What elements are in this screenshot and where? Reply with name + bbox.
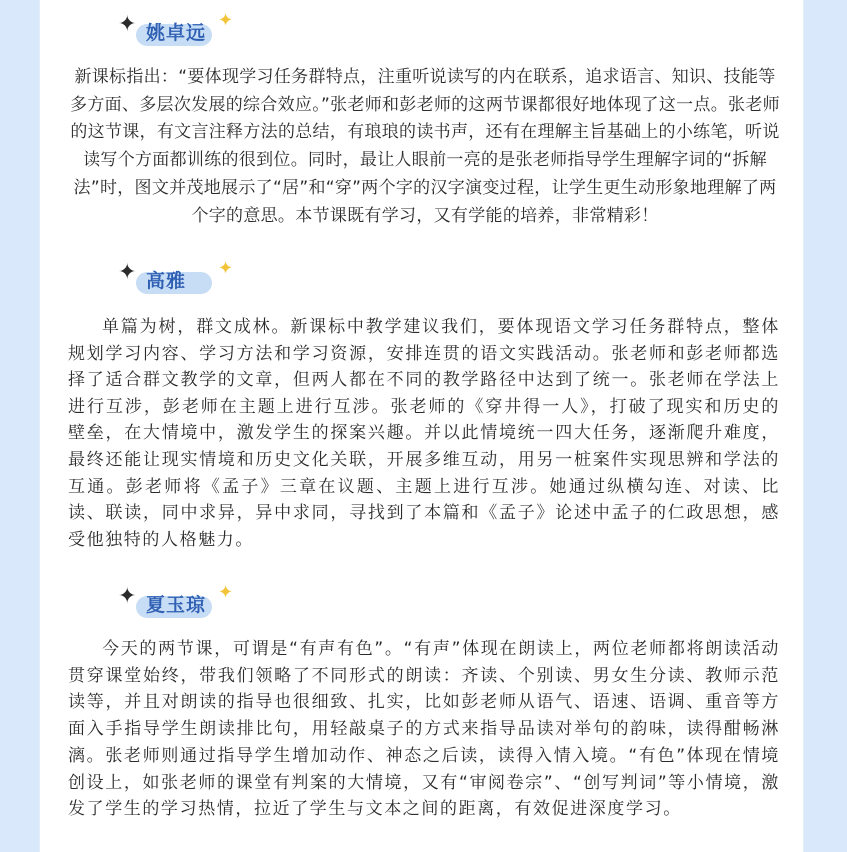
four-point-star-icon: ✦ — [118, 12, 137, 37]
section-paragraph: 单篇为树，群文成林。新课标中教学建议我们，要体现语文学习任务群特点，整体规划学习内容、学习方法和学习资源，安排连贯的语文实践活动。张老师和彭老师都选择了适合群文教学的文章，但两人都在不同的教学路径中达到了统一。张老师在学法上进行互涉，彭老师在主题上进行互涉。张老师的《穿井得一人》，打破了现实和历史的壁垒，在大情境中，激发学生的探案兴趣。并以此情境统一四大任务，逐渐爬升难度，最终还能让现实情境和历史文化关联，开展多维互动，用另一桩案件实现思辨和学法的互通。彭老师将《孟子》三章在议题、主题上进行互涉。她通过纵横勾连、对读、比读、联读，同中求异，异中求同，寻找到了本篇和《孟子》论述中孟子的仁政思想，感受他独特的人格魅力。 — [68, 317, 780, 550]
section-paragraph: 今天的两节课，可谓是“有声有色”。“有声”体现在朗读上，两位老师都将朗读活动贯穿课堂始终，带我们领略了不同形式的朗读：齐读、个别读、男女生分读、教师示范读等，并且对朗读的指导也很细致、扎实，比如彭老师从语气、语速、语调、重音等方面入手指导学生朗读排比句，用轻敲桌子的方式来指导品读对举句的韵味，读得酣畅淋漓。张老师则通过指导学生增加动作、神态之后读，读得入情入境。“有色”体现在情境创设上，如张老师的课堂有判案的大情境，又有“审阅卷宗”、“创写判词”等小情境，激发了学生的学习热情，拉近了学生与文本之间的距离，有效促进深度学习。 — [68, 639, 780, 820]
article-page — [40, 0, 803, 852]
section-author-name: 夏玉琼 — [146, 594, 207, 616]
sparkle-icon: ✦ — [218, 582, 234, 603]
section-author-name: 姚卓远 — [146, 22, 207, 44]
sparkle-icon: ✦ — [218, 258, 234, 279]
sparkle-icon: ✦ — [218, 10, 234, 31]
section-paragraph: 新课标指出：“要体现学习任务群特点，注重听说读写的内在联系，追求语言、知识、技能等多方面、多层次发展的综合效应。”张老师和彭老师的这两节课都很好地体现了这一点。张老师的这节课，有文言注释方法的总结，有琅琅的读书声，还有在理解主旨基础上的小练笔，听说读写个方面都训练的很到位。同时，最让人眼前一亮的是张老师指导学生理解字词的“拆解法”时，图文并茂地展示了“居”和“穿”两个字的汉字演变过程，让学生更生动形象地理解了两个字的意思。本节课既有学习，又有学能的培养，非常精彩！ — [70, 67, 780, 226]
section-author-name: 高雅 — [146, 270, 187, 292]
four-point-star-icon: ✦ — [118, 584, 137, 609]
four-point-star-icon: ✦ — [118, 260, 137, 285]
